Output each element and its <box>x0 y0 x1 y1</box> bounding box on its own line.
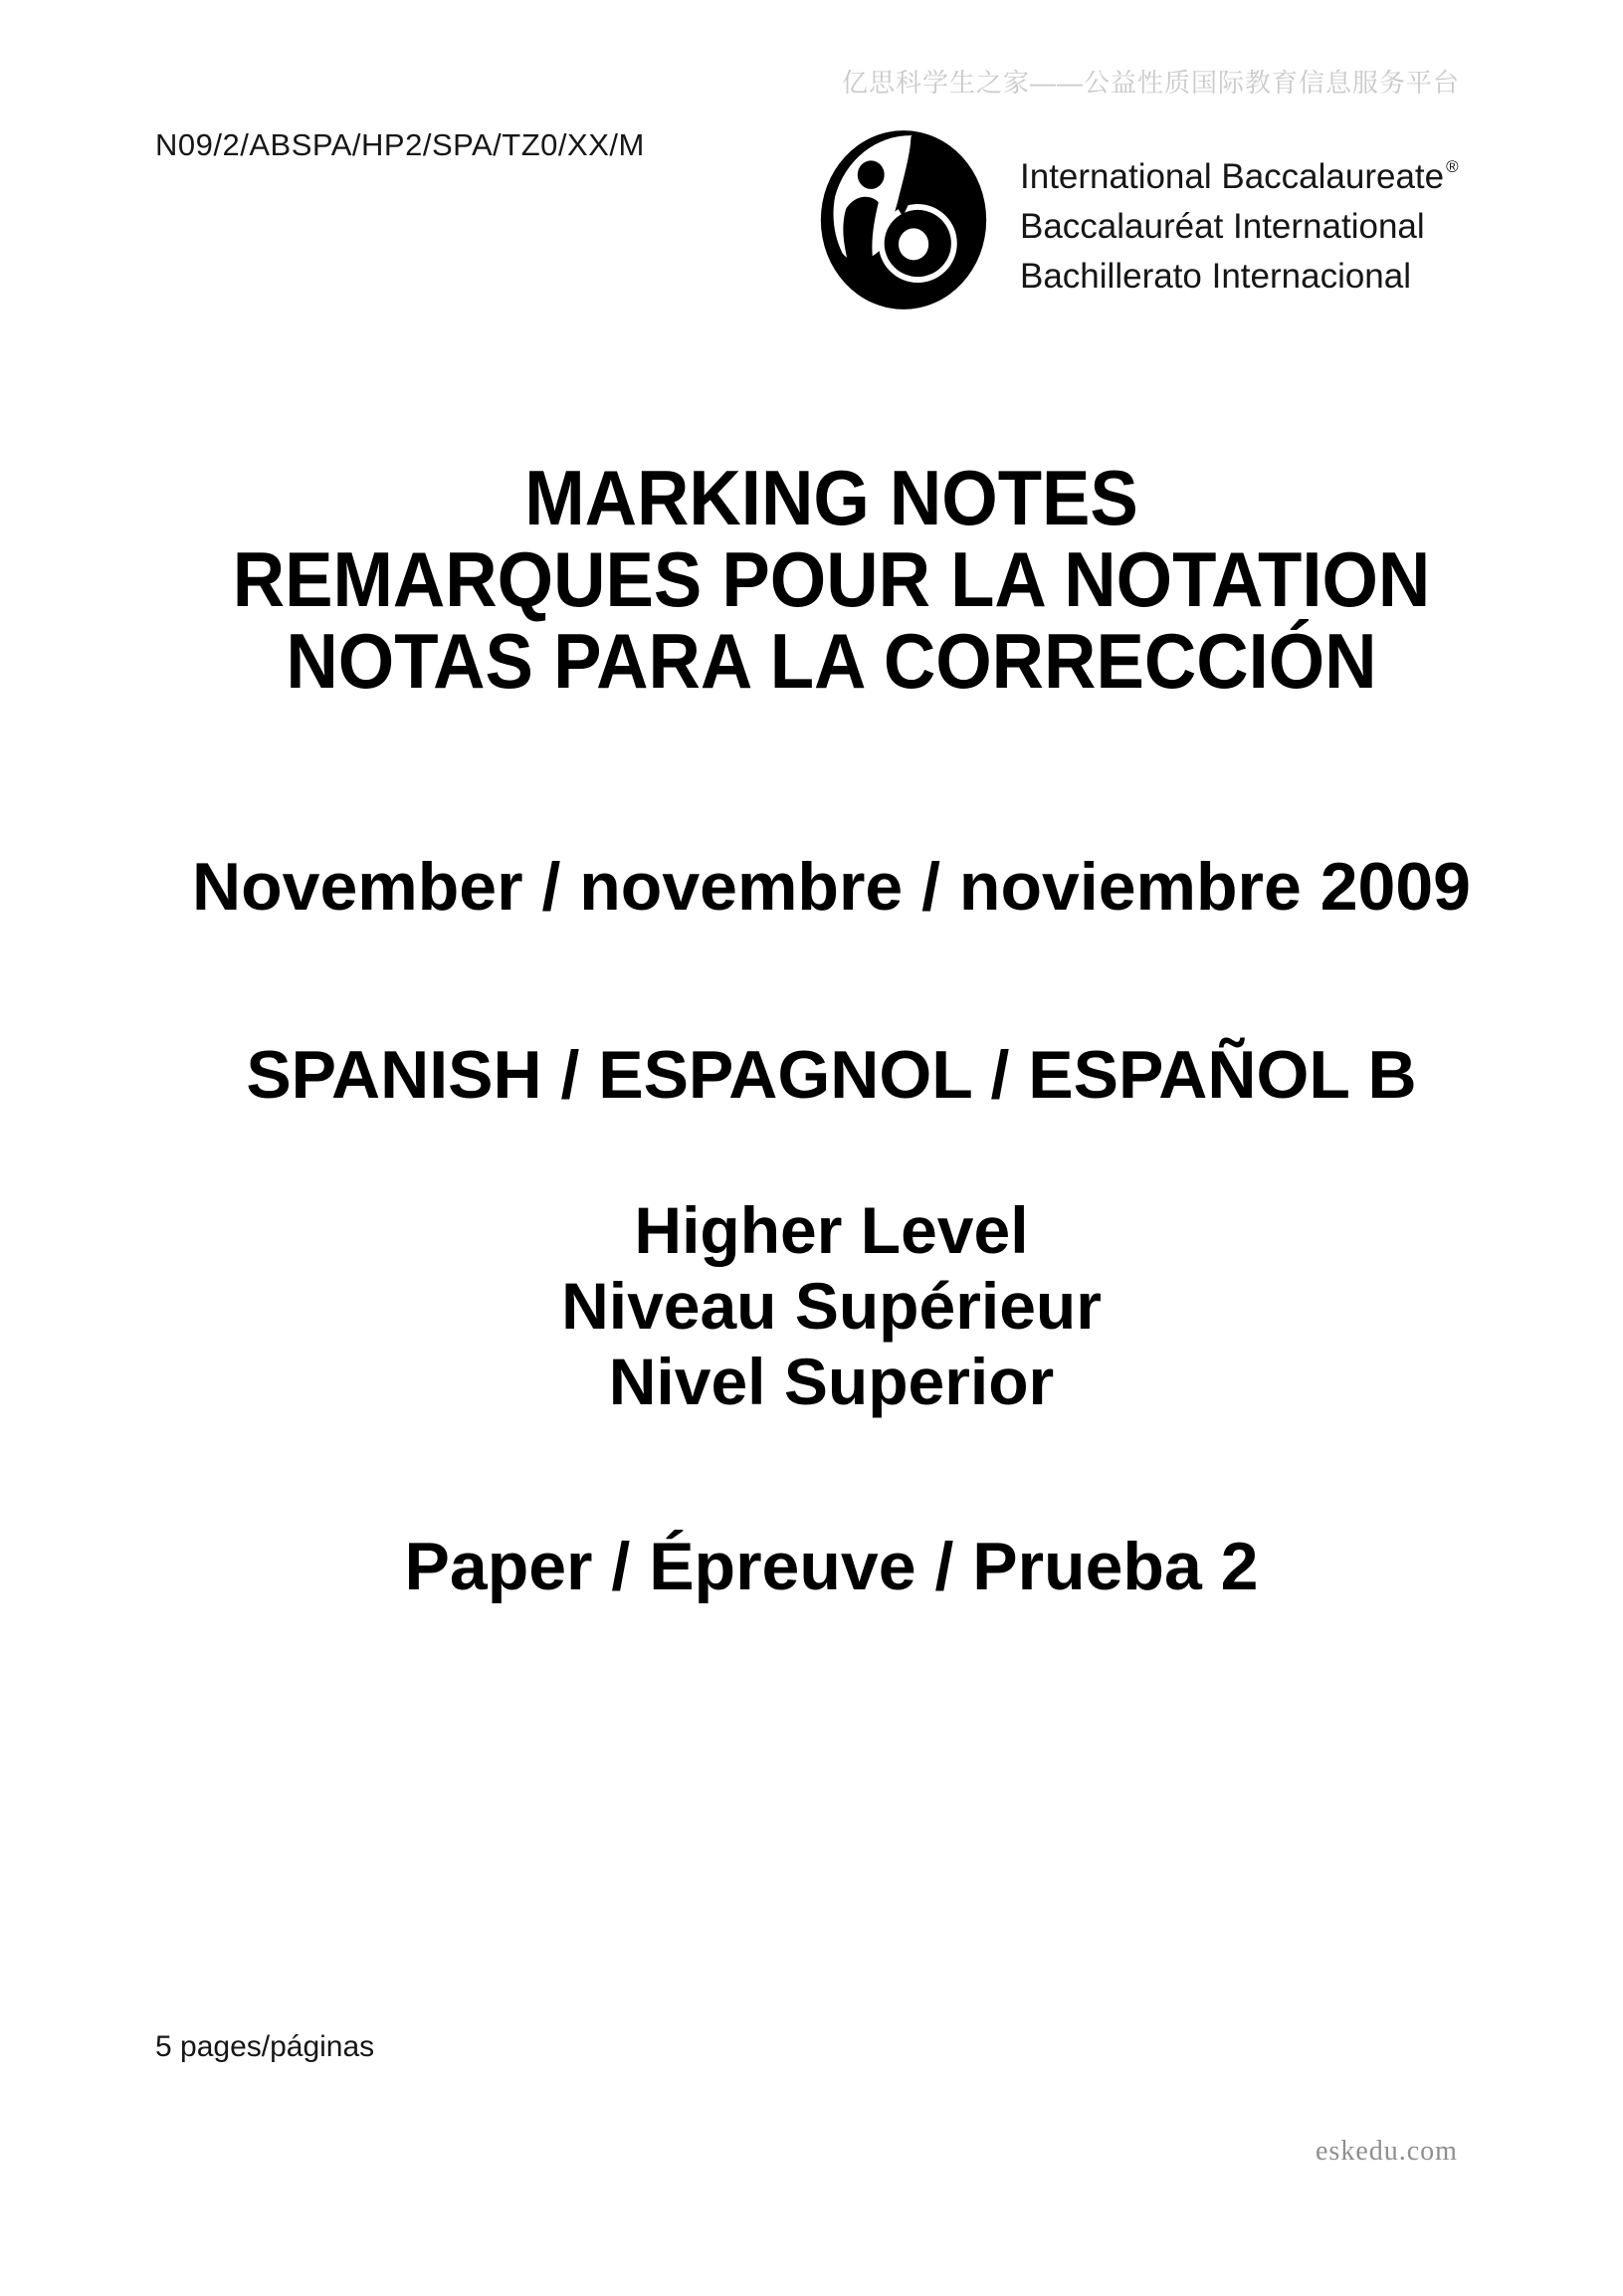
document-title <box>96 454 1568 705</box>
exam-paper-number: Paper / Épreuve / Prueba 2 <box>404 1529 1259 1604</box>
ib-wordmark-line-es: Bachillerato Internacional <box>1020 257 1412 296</box>
exam-session: November / novembre / noviembre 2009 <box>192 849 1471 925</box>
ib-wordmark-en-text: International Baccalaureate <box>1020 157 1445 196</box>
level-line-es: Nivel Superior <box>608 1345 1055 1418</box>
ib-logo-b-counter <box>899 228 928 260</box>
ib-wordmark <box>1020 142 1459 302</box>
ib-wordmark-line-en <box>1020 142 1459 202</box>
level-line-en: Higher Level <box>634 1193 1029 1267</box>
title-line-en: MARKING NOTES <box>524 454 1138 541</box>
title-line-es: NOTAS PARA LA CORRECCIÓN <box>286 617 1377 705</box>
exam-level <box>40 1192 1623 1419</box>
page-count: 5 pages/páginas <box>155 2030 375 2063</box>
exam-subject: SPANISH / ESPAGNOL / ESPAÑOL B <box>246 1037 1417 1113</box>
ib-logo-i-dot <box>858 160 885 189</box>
title-line-fr: REMARQUES POUR LA NOTATION <box>232 535 1431 623</box>
cjk-watermark-text: 亿思科学生之家——公益性质国际教育信息服务平台 <box>841 68 1460 98</box>
ib-wordmark-line-fr: Baccalauréat International <box>1020 207 1425 246</box>
site-watermark: eskedu.com <box>1316 2136 1458 2167</box>
registered-trademark-symbol: ® <box>1446 157 1459 176</box>
ib-logo-icon <box>820 128 987 312</box>
level-line-fr: Niveau Supérieur <box>561 1269 1102 1343</box>
paper-code: N09/2/ABSPA/HP2/SPA/TZ0/XX/M <box>155 127 645 162</box>
